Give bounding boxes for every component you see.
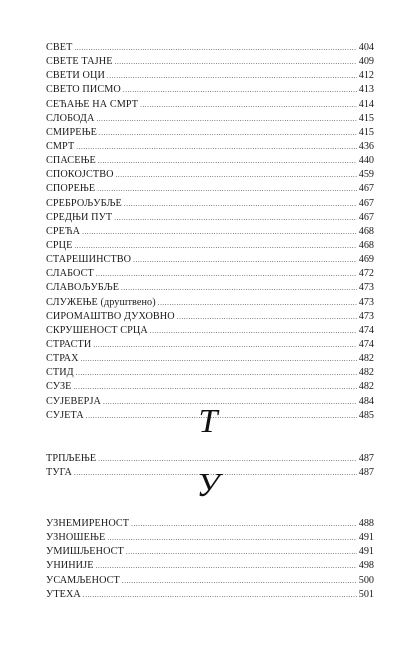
entry-page-number: 473 — [358, 296, 374, 308]
entry-page-number: 473 — [358, 310, 374, 322]
entry-page-number: 491 — [358, 546, 374, 558]
index-entry — [46, 211, 374, 225]
index-entry — [46, 352, 374, 366]
entry-title: СПОРЕЊЕ — [46, 183, 96, 195]
entry-title: СИРОМАШТВО ДУХОВНО — [46, 310, 175, 322]
entry-title: СТАРЕШИНСТВО — [46, 254, 132, 266]
index-entry — [46, 559, 374, 573]
entry-title: СУЈЕТА — [46, 409, 84, 421]
entry-page-number: 472 — [358, 268, 374, 280]
entry-page-number: 409 — [358, 56, 374, 68]
index-entry — [46, 168, 374, 182]
index-entry — [46, 545, 374, 559]
entry-title: СЛОБОДА — [46, 112, 95, 124]
entry-page-number: 485 — [358, 409, 374, 421]
entry-title: УМИШЉЕНОСТ — [46, 546, 124, 558]
entry-page-number: 467 — [358, 197, 374, 209]
index-entry — [46, 296, 374, 310]
dot-leader — [115, 55, 357, 69]
entry-page-number: 482 — [358, 381, 374, 393]
entry-page-number: 468 — [358, 225, 374, 237]
entry-title: УТЕХА — [46, 588, 81, 600]
entry-page-number: 500 — [358, 574, 374, 586]
entry-page-number: 436 — [358, 140, 374, 152]
entry-page-number: 404 — [358, 42, 374, 53]
entry-title: СКРУШЕНОСТ СРЦА — [46, 324, 148, 336]
index-section-s — [46, 41, 374, 423]
entry-page-number: 415 — [358, 126, 374, 138]
entry-title: СРЕЋА — [46, 225, 81, 237]
entry-page-number: 487 — [358, 453, 374, 464]
index-entry — [46, 310, 374, 324]
dot-leader — [99, 126, 357, 140]
entry-page-number: 491 — [358, 532, 374, 544]
entry-title: СВЕТИ ОЦИ — [46, 70, 105, 82]
dot-leader — [93, 338, 356, 352]
entry-title: СВЕТ — [46, 42, 73, 53]
entry-page-number: 413 — [358, 84, 374, 96]
entry-page-number: 484 — [358, 395, 374, 407]
entry-page-number: 468 — [358, 239, 374, 251]
dot-leader — [121, 281, 357, 295]
dot-leader — [83, 588, 357, 602]
index-entry — [46, 154, 374, 168]
entry-page-number: 487 — [358, 467, 374, 479]
dot-leader — [122, 574, 357, 588]
entry-title: СРЕБРОЉУБЉЕ — [46, 197, 122, 209]
dot-leader — [76, 366, 357, 380]
dot-leader — [82, 225, 357, 239]
index-entry — [46, 112, 374, 126]
dot-leader — [158, 296, 357, 310]
dot-leader — [126, 545, 357, 559]
entry-page-number: 482 — [358, 367, 374, 379]
index-entry — [46, 574, 374, 588]
dot-leader — [140, 98, 357, 112]
dot-leader — [98, 452, 357, 466]
entry-title: СУЗЕ — [46, 381, 72, 393]
dot-leader — [107, 531, 356, 545]
index-section-u — [46, 517, 374, 602]
index-entry — [46, 140, 374, 154]
dot-leader — [96, 559, 357, 573]
dot-leader — [74, 239, 356, 253]
index-entry — [46, 517, 374, 531]
dot-leader — [177, 310, 357, 324]
entry-page-number: 482 — [358, 353, 374, 365]
entry-title: СУЈЕВЕРЈА — [46, 395, 101, 407]
entry-title: УСАМЉЕНОСТ — [46, 574, 120, 586]
entry-page-number: 440 — [358, 155, 374, 167]
dot-leader — [97, 182, 357, 196]
dot-leader — [96, 112, 356, 126]
section-letter-u: У — [196, 467, 220, 504]
index-entry — [46, 98, 374, 112]
index-entry — [46, 281, 374, 295]
entry-title: СПОКОЈСТВО — [46, 169, 114, 181]
index-entry — [46, 324, 374, 338]
entry-page-number: 469 — [358, 254, 374, 266]
dot-leader — [124, 197, 357, 211]
dot-leader — [114, 211, 357, 225]
entry-page-number: 415 — [358, 112, 374, 124]
section-letter-t: Т — [198, 403, 218, 440]
entry-title: СРЦЕ — [46, 239, 73, 251]
dot-leader — [74, 41, 356, 55]
entry-title: СЕЋАЊЕ НА СМРТ — [46, 98, 139, 110]
index-entry — [46, 531, 374, 545]
entry-page-number: 467 — [358, 211, 374, 223]
entry-title: СВЕТО ПИСМО — [46, 84, 121, 96]
entry-page-number: 467 — [358, 183, 374, 195]
entry-title: СЛУЖЕЊЕ (друштвено) — [46, 296, 156, 308]
dot-leader — [107, 69, 357, 83]
dot-leader — [81, 352, 357, 366]
entry-page-number: 414 — [358, 98, 374, 110]
entry-title: СЛАВОЉУБЉЕ — [46, 282, 120, 294]
entry-title: ТУГА — [46, 467, 72, 479]
dot-leader — [96, 267, 357, 281]
index-entry — [46, 83, 374, 97]
index-entry — [46, 366, 374, 380]
entry-title: СВЕТЕ ТАЈНЕ — [46, 56, 113, 68]
entry-page-number: 474 — [358, 324, 374, 336]
entry-title: СМИРЕЊЕ — [46, 126, 97, 138]
entry-title: СТИД — [46, 367, 74, 379]
index-entry — [46, 126, 374, 140]
index-entry — [46, 55, 374, 69]
dot-leader — [116, 168, 357, 182]
entry-page-number: 488 — [358, 518, 374, 529]
entry-title: СРЕДЊИ ПУТ — [46, 211, 113, 223]
index-entry — [46, 267, 374, 281]
index-entry — [46, 225, 374, 239]
entry-page-number: 412 — [358, 70, 374, 82]
entry-title: УЗНОШЕЊЕ — [46, 532, 106, 544]
index-entry — [46, 338, 374, 352]
index-entry — [46, 69, 374, 83]
index-entry — [46, 239, 374, 253]
dot-leader — [73, 380, 356, 394]
entry-page-number: 459 — [358, 169, 374, 181]
dot-leader — [76, 140, 356, 154]
dot-leader — [131, 517, 357, 531]
index-entry — [46, 380, 374, 394]
entry-title: ТРПЉЕЊЕ — [46, 453, 97, 464]
entry-page-number: 474 — [358, 338, 374, 350]
index-entry — [46, 588, 374, 602]
entry-title: УНИНИЈЕ — [46, 560, 94, 572]
entry-title: СМРТ — [46, 140, 75, 152]
index-entry — [46, 41, 374, 55]
entry-title: СЛАБОСТ — [46, 268, 94, 280]
entry-title: УЗНЕМИРЕНОСТ — [46, 518, 130, 529]
dot-leader — [133, 253, 357, 267]
index-entry — [46, 253, 374, 267]
entry-page-number: 498 — [358, 560, 374, 572]
index-entry — [46, 197, 374, 211]
index-entry — [46, 452, 374, 466]
index-entry — [46, 182, 374, 196]
entry-title: СТРАХ — [46, 353, 79, 365]
dot-leader — [98, 154, 357, 168]
entry-page-number: 501 — [358, 588, 374, 600]
dot-leader — [150, 324, 357, 338]
entry-title: СПАСЕЊЕ — [46, 155, 96, 167]
entry-page-number: 473 — [358, 282, 374, 294]
entry-title: СТРАСТИ — [46, 338, 92, 350]
dot-leader — [123, 83, 357, 97]
